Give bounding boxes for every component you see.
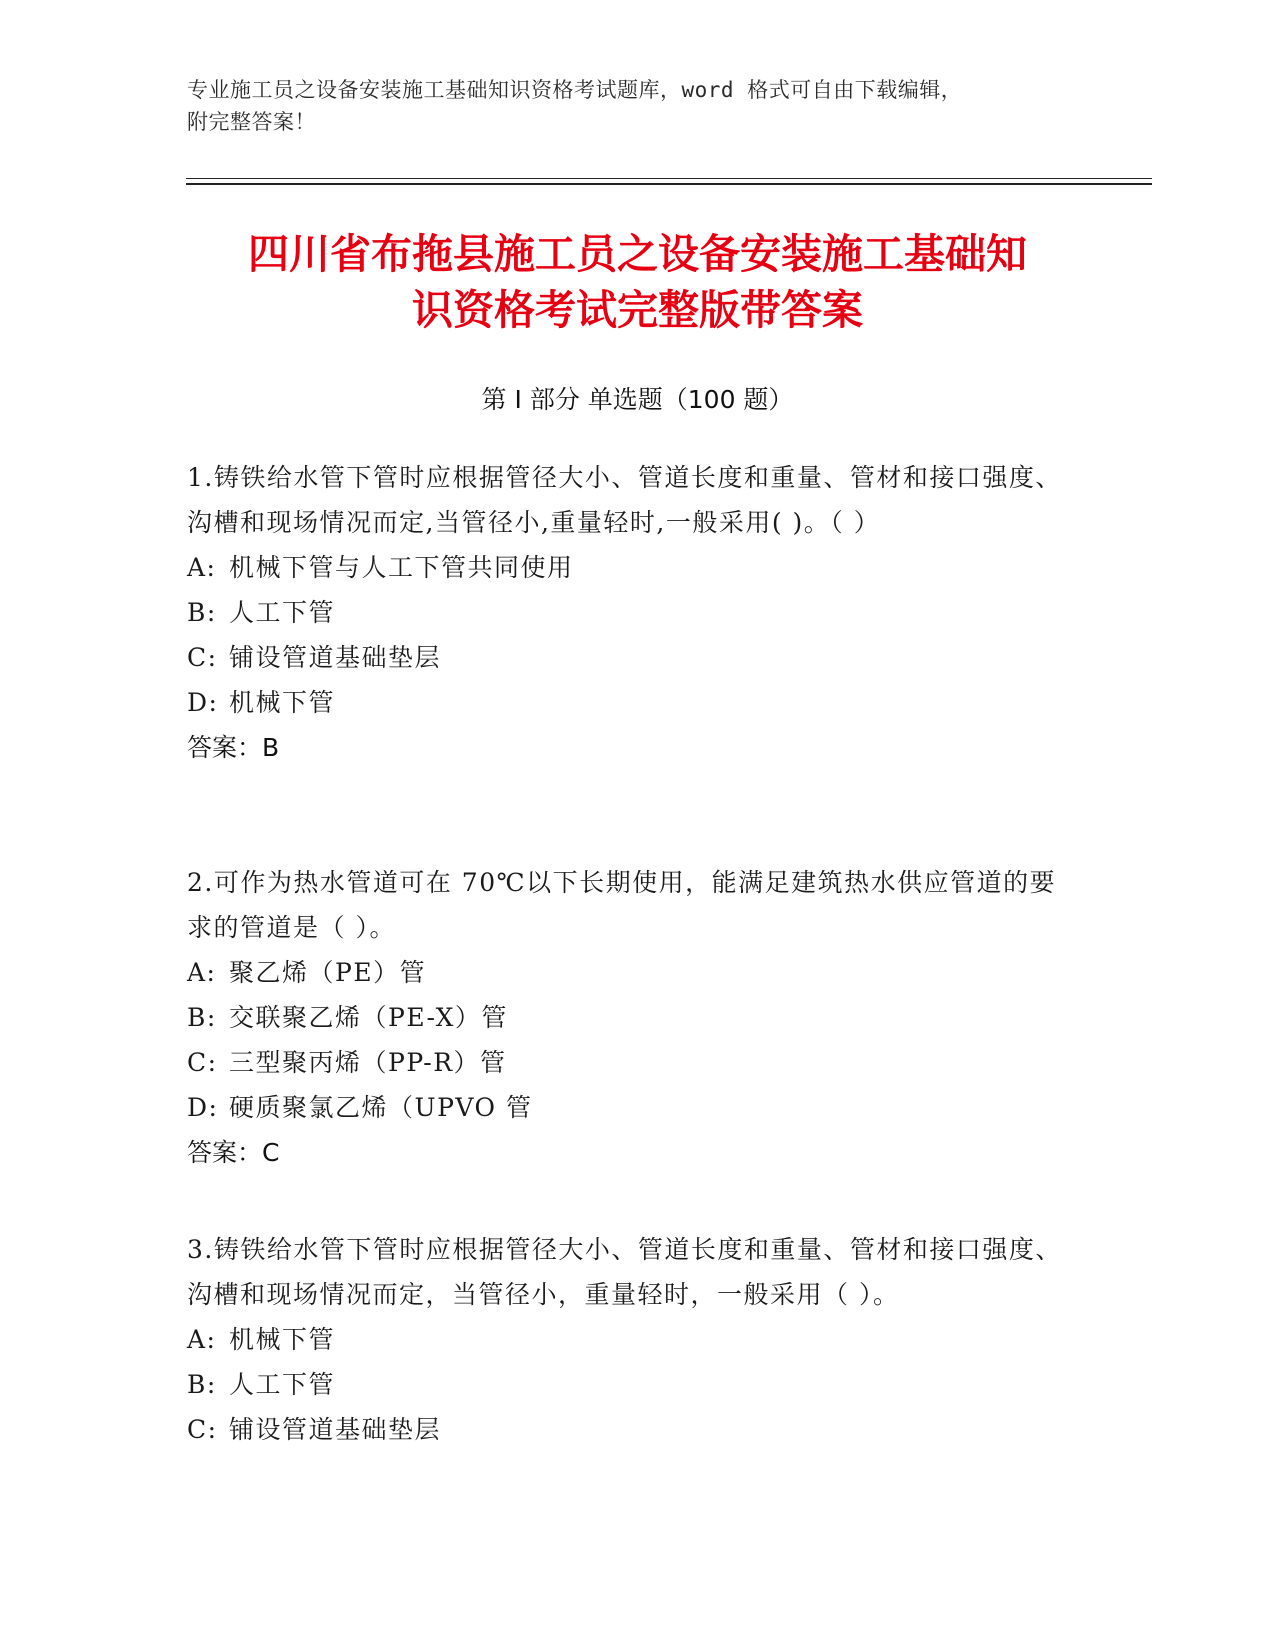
option-c bbox=[187, 1407, 1067, 1452]
question-2 bbox=[187, 860, 1067, 1175]
document-title-line-2: 识资格考试完整版带答案 bbox=[412, 286, 863, 334]
question-stem: 2.可作为热水管道可在 70℃以下长期使用，能满足建筑热水供应管道的要求的管道是（ ）。 bbox=[187, 868, 1057, 942]
option-text: 硬质聚氯乙烯（UPVO 管 bbox=[229, 1093, 533, 1122]
option-key: B: bbox=[187, 598, 217, 627]
option-key: A: bbox=[187, 958, 217, 987]
option-text: 机械下管 bbox=[229, 688, 336, 717]
option-text: 铺设管道基础垫层 bbox=[229, 1415, 442, 1444]
option-text: 交联聚乙烯（PE-X）管 bbox=[229, 1003, 508, 1032]
option-text: 人工下管 bbox=[229, 598, 336, 627]
option-key: B: bbox=[187, 1003, 217, 1032]
option-key: D: bbox=[187, 1093, 219, 1122]
header-divider-thick bbox=[186, 183, 1152, 185]
option-b bbox=[187, 590, 1067, 635]
question-stem: 3.铸铁给水管下管时应根据管径大小、管道长度和重量、管材和接口强度、沟槽和现场情况而定，当管径小，重量轻时，一般采用（ ）。 bbox=[187, 1235, 1062, 1309]
option-key: B: bbox=[187, 1370, 217, 1399]
option-text: 人工下管 bbox=[229, 1370, 336, 1399]
answer: 答案：B bbox=[187, 733, 280, 762]
option-key: D: bbox=[187, 688, 219, 717]
option-d bbox=[187, 1085, 1067, 1130]
option-key: C: bbox=[187, 1415, 218, 1444]
option-key: C: bbox=[187, 643, 218, 672]
option-key: C: bbox=[187, 1048, 218, 1077]
option-key: A: bbox=[187, 1325, 217, 1354]
option-c bbox=[187, 635, 1067, 680]
header-divider-thin bbox=[186, 178, 1152, 179]
option-b bbox=[187, 995, 1067, 1040]
question-3 bbox=[187, 1227, 1067, 1452]
question-stem: 1.铸铁给水管下管时应根据管径大小、管道长度和重量、管材和接口强度、沟槽和现场情况而定,当管径小,重量轻时,一般采用( )。（ ） bbox=[187, 463, 1062, 537]
option-text: 机械下管与人工下管共同使用 bbox=[229, 553, 574, 582]
answer: 答案：C bbox=[187, 1138, 280, 1167]
header-note-line-2: 附完整答案！ bbox=[187, 110, 316, 134]
option-b bbox=[187, 1362, 1067, 1407]
option-d bbox=[187, 680, 1067, 725]
question-1 bbox=[187, 455, 1067, 770]
option-text: 机械下管 bbox=[229, 1325, 336, 1354]
document-title bbox=[180, 226, 1095, 338]
option-text: 聚乙烯（PE）管 bbox=[229, 958, 427, 987]
document-title-line-1: 四川省布拖县施工员之设备安装施工基础知 bbox=[248, 230, 1027, 278]
header-note-line-1: 专业施工员之设备安装施工基础知识资格考试题库，word 格式可自由下载编辑， bbox=[187, 78, 963, 102]
option-c bbox=[187, 1040, 1067, 1085]
option-a bbox=[187, 950, 1067, 995]
option-a bbox=[187, 1317, 1067, 1362]
option-text: 三型聚丙烯（PP-R）管 bbox=[229, 1048, 507, 1077]
option-key: A: bbox=[187, 553, 217, 582]
option-a bbox=[187, 545, 1067, 590]
header-note bbox=[187, 74, 1067, 138]
section-heading: 第 I 部分 单选题（100 题） bbox=[481, 385, 794, 414]
option-text: 铺设管道基础垫层 bbox=[229, 643, 442, 672]
